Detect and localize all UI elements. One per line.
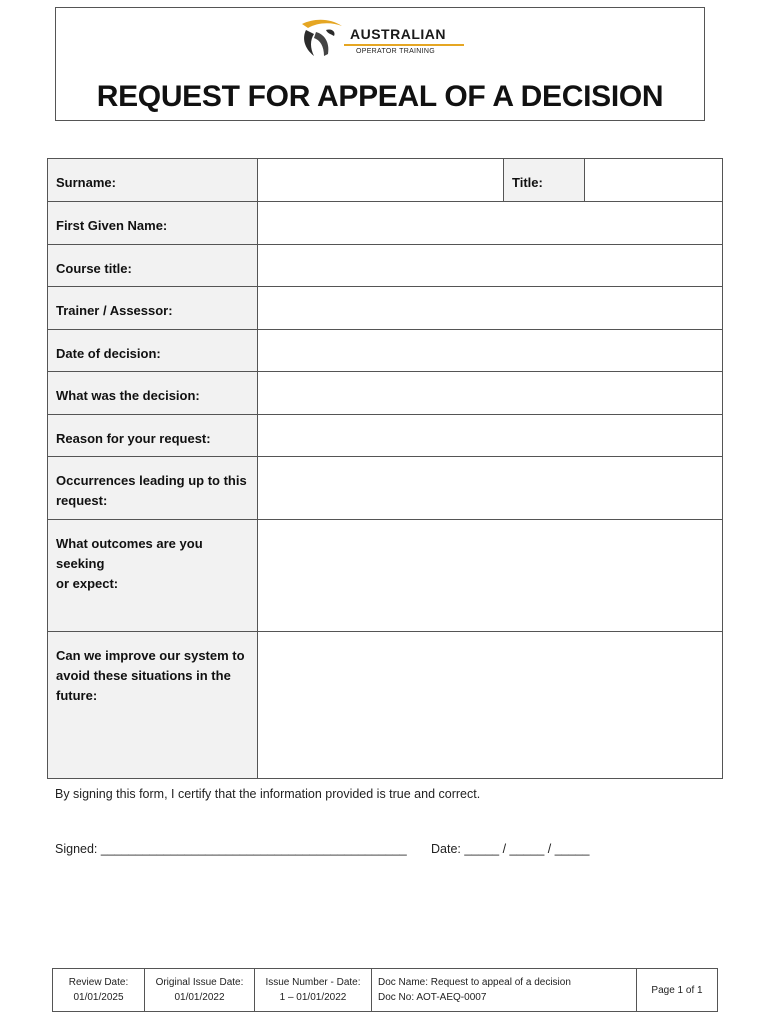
course-title-field[interactable] (258, 245, 723, 287)
original-issue-value: 01/01/2022 (174, 992, 225, 1003)
page-title: REQUEST FOR APPEAL OF A DECISION (96, 80, 664, 113)
improve-label-line1: Can we improve our system to (56, 648, 245, 663)
review-date-label: Review Date: (68, 977, 129, 988)
decision-label: What was the decision: (48, 372, 258, 415)
decision-field[interactable] (258, 372, 723, 415)
date-of-decision-field[interactable] (258, 330, 723, 372)
form-row-first-name (48, 202, 723, 245)
improve-label (48, 632, 258, 779)
appeal-form-table (47, 158, 723, 779)
footer-issue-number (255, 969, 372, 1012)
issue-number-label: Issue Number - Date: (265, 977, 361, 988)
form-row-date-of-decision (48, 330, 723, 372)
occurrences-label (48, 457, 258, 520)
surname-field[interactable] (258, 159, 504, 202)
improve-field[interactable] (258, 632, 723, 779)
footer-doc-info (372, 969, 637, 1012)
footer-page-number: Page 1 of 1 (637, 969, 718, 1012)
improve-label-line3: future: (56, 688, 98, 703)
trainer-label: Trainer / Assessor: (48, 287, 258, 330)
occurrences-label-line1: Occurrences leading up to this (56, 473, 247, 488)
form-row-reason (48, 415, 723, 457)
first-name-label: First Given Name: (48, 202, 258, 245)
date-of-decision-label: Date of decision: (48, 330, 258, 372)
issue-number-value: 1 – 01/01/2022 (279, 992, 347, 1003)
signature-date-line[interactable]: Date: _____ / _____ / _____ (431, 842, 590, 856)
form-row-improve (48, 632, 723, 779)
reason-label: Reason for your request: (48, 415, 258, 457)
logo-underline (344, 44, 464, 46)
title-label: Title: (504, 159, 585, 202)
form-row-trainer (48, 287, 723, 330)
surname-label: Surname: (48, 159, 258, 202)
doc-name: Doc Name: Request to appeal of a decision (378, 977, 571, 988)
course-title-label: Course title: (48, 245, 258, 287)
kangaroo-logo-icon (296, 16, 346, 60)
footer-review-date (53, 969, 145, 1012)
review-date-value: 01/01/2025 (73, 992, 124, 1003)
title-field[interactable] (585, 159, 723, 202)
document-footer (52, 968, 718, 1012)
certification-statement: By signing this form, I certify that the information provided is true and correct. (55, 787, 481, 801)
occurrences-field[interactable] (258, 457, 723, 520)
signature-line[interactable]: Signed: ____________________________________________ (55, 842, 407, 856)
outcomes-label (48, 520, 258, 632)
form-row-outcomes (48, 520, 723, 632)
form-row-course-title (48, 245, 723, 287)
occurrences-label-line2: request: (56, 493, 108, 508)
document-header (55, 7, 705, 121)
logo-wordmark: AUSTRALIAN (350, 26, 446, 42)
logo-tagline: OPERATOR TRAINING (356, 48, 435, 55)
outcomes-label-line1: What outcomes are you seeking (56, 536, 203, 571)
outcomes-field[interactable] (258, 520, 723, 632)
trainer-field[interactable] (258, 287, 723, 330)
original-issue-label: Original Issue Date: (155, 977, 244, 988)
footer-original-issue-date (145, 969, 255, 1012)
improve-label-line2: avoid these situations in the (56, 668, 231, 683)
doc-number: Doc No: AOT-AEQ-0007 (378, 992, 487, 1003)
outcomes-label-line2: or expect: (56, 576, 119, 591)
form-row-surname (48, 159, 723, 202)
form-row-decision (48, 372, 723, 415)
company-logo (296, 16, 476, 60)
form-row-occurrences (48, 457, 723, 520)
first-name-field[interactable] (258, 202, 723, 245)
reason-field[interactable] (258, 415, 723, 457)
